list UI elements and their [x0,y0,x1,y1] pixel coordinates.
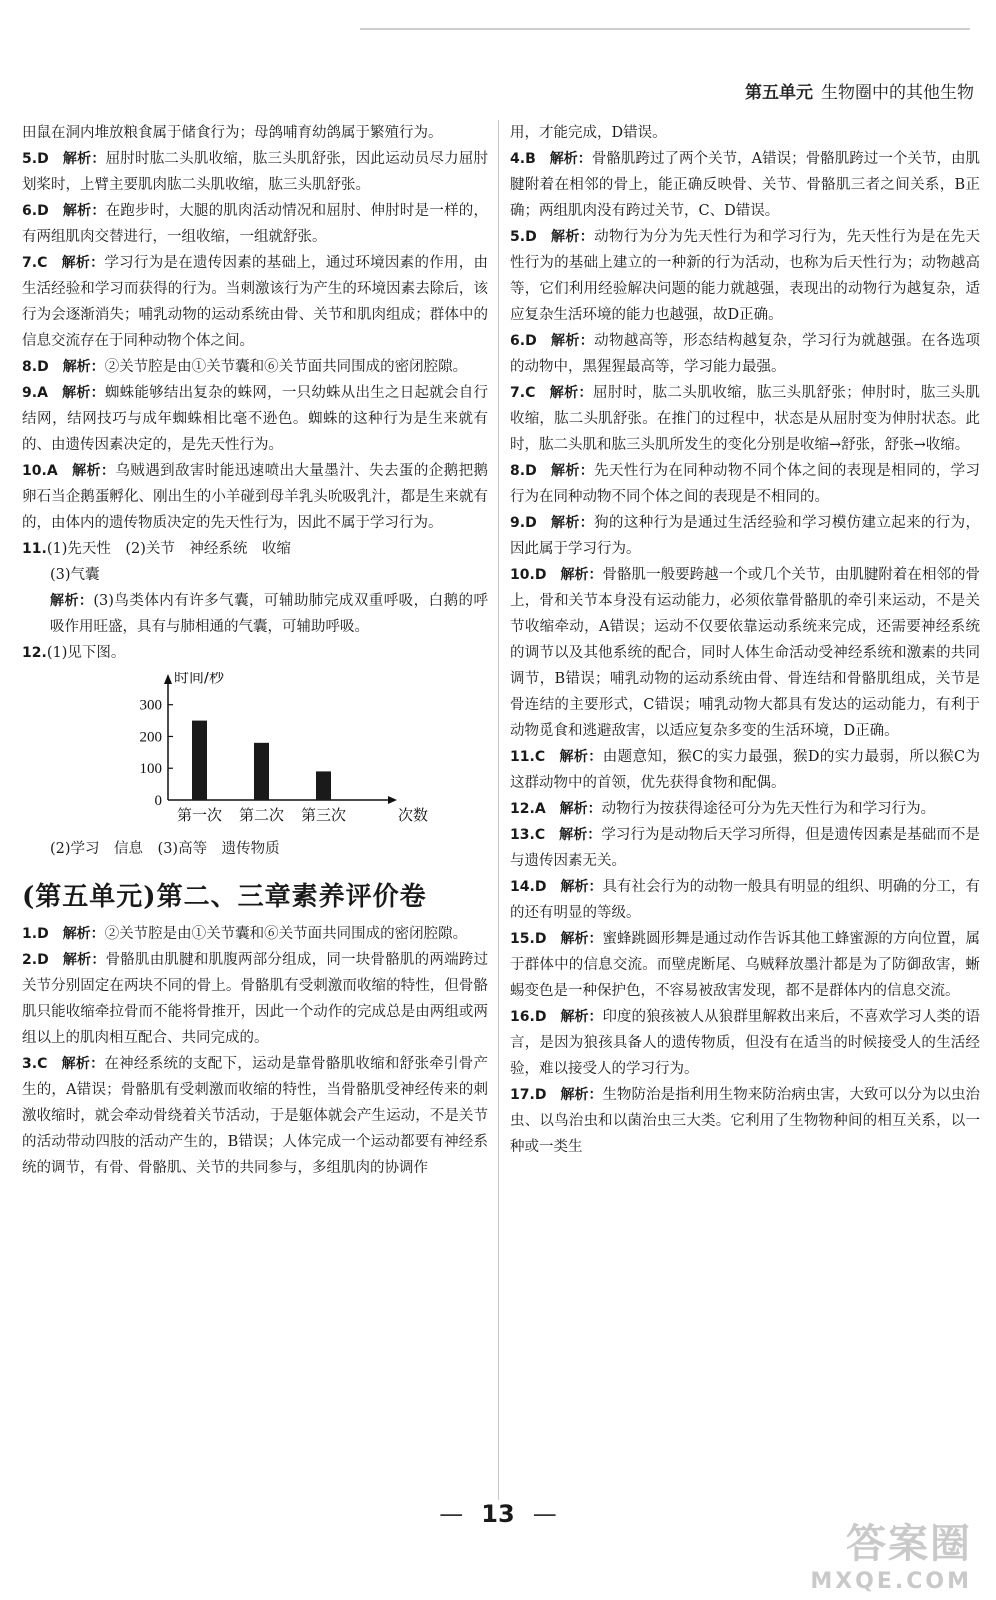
analysis-text: 动物行为按获得途径可分为先天性行为和学习行为。 [601,801,936,817]
answer-letter: D [534,879,547,895]
answer-letter: A [534,801,546,817]
answer-letter: D [37,151,49,167]
analysis-label: 解析： [550,515,595,531]
question-number: 7. [22,255,38,271]
analysis-text: ②关节腔是由①关节囊和⑥关节面共同围成的密闭腔隙。 [104,359,468,375]
bar-3 [316,771,331,800]
answer-letter: B [525,151,536,167]
question-number: 14. [510,879,535,895]
answer-item [22,146,488,198]
analysis-label: 解析： [50,593,94,609]
answer-item [510,926,980,1004]
analysis-text: 先天性行为在同种动物不同个体之间的表现是相同的，学习行为在同种动物不同个体之间的表现是不相同的。 [510,463,981,505]
intro-paragraph: 田鼠在洞内堆放粮食属于储食行为；母鸽哺育幼鸽属于繁殖行为。 [22,125,443,141]
analysis-text: 由题意知，猴C的实力最强，猴D的实力最弱，所以猴C为这群动物中的首领，优先获得食物和配偶。 [510,749,981,791]
y-tick-label: 300 [139,697,162,714]
q11-line1: (1)先天性 (2)关节 神经系统 收缩 [46,541,291,557]
page-header [745,78,974,103]
answer-letter: D [37,359,49,375]
x-axis-arrow [388,796,397,804]
page-dash-left: — [439,1500,464,1528]
section-title: (第五单元)第二、三章素养评价卷 [22,882,427,912]
question-number: 7. [510,385,526,401]
analysis-label: 解析： [62,151,106,167]
question-number: 1. [22,926,38,942]
answer-letter: D [525,515,537,531]
analysis-text: 学习行为是在遗传因素的基础上，通过环境因素的作用，由生活经验和学习而获得的行为。当刺激该行为产生的环境因素去除后，该行为会逐渐消失；哺乳动物的运动系统由骨、关节和肌肉组成；群体中的信息交流存在于同种动物个体之间。 [22,255,489,349]
answer-item [510,146,980,224]
answer-letter: D [534,931,547,947]
analysis-label: 解析： [559,801,602,817]
answer-item [510,510,980,562]
question-12 [22,640,488,666]
question-number: 6. [22,203,38,219]
analysis-label: 解析： [62,359,105,375]
answer-item [22,380,488,458]
answer-letter: C [534,827,546,843]
answer-item [510,380,980,458]
question-number: 16. [510,1009,535,1025]
analysis-text: 屈肘时肱二头肌收缩，肱三头肌舒张，因此运动员尽力屈肘划桨时，上臂主要肌肉肱二头肌收缩，肱三头肌舒张。 [22,151,489,193]
question-number: 9. [22,385,38,401]
analysis-text: 在跑步时，大腿的肌肉活动情况和屈肘、伸肘时是一样的，有两组肌肉交替进行，一组收缩，一组就舒张。 [22,203,489,245]
question-number: 17. [510,1087,535,1103]
question-number: 10. [22,463,47,479]
question-number: 12. [22,645,47,661]
page-dash-right: — [532,1500,557,1528]
question-number: 12. [510,801,535,817]
analysis-label: 解析： [61,385,105,401]
question-number: 11. [510,749,535,765]
analysis-text: 在神经系统的支配下，运动是靠骨骼肌收缩和舒张牵引骨产生的，A错误；骨骼肌有受刺激而收缩的特性，当骨骼肌受神经传来的刺激收缩时，就会牵动骨绕着关节活动，于是躯体就会产生运动，不是关节的活动带动四肢的活动产生的，B错误；人体完成一个运动都要有神经系统的调节，有骨、骨骼肌、关节的共同参与，多组肌肉的协调作 [22,1056,489,1176]
x-tick-label: 第三次 [300,806,347,824]
answer-letter: A [37,385,48,401]
page-number-value: 13 [481,1500,515,1528]
answer-letter: D [37,952,49,968]
analysis-text: 动物行为分为先天性行为和学习行为，先天性行为是在先天性行为的基础上建立的一种新的行为活动，也称为后天性行为；动物越高等，它们利用经验解决问题的能力就越强，表现出的动物行为越复杂，适应复杂生活环境的能力也越强，故D正确。 [510,229,981,323]
question-number: 15. [510,931,535,947]
analysis-label: 解析： [62,203,106,219]
watermark-brand: 答案圈 [846,1521,972,1567]
answer-item [22,921,488,947]
analysis-label: 解析： [71,463,116,479]
question-number: 6. [510,333,526,349]
x-axis-label: 次数 [398,806,429,824]
q11-line2: (3)气囊 [50,567,100,583]
question-number: 3. [22,1056,38,1072]
right-column [510,120,980,1160]
answer-letter: D [534,1009,547,1025]
y-axis-label: 时间/秒 [174,672,225,686]
analysis-text: 具有社会行为的动物一般具有明显的组织、明确的分工，有的还有明显的等级。 [510,879,980,921]
analysis-label: 解析： [62,952,106,968]
answer-letter: D [534,567,547,583]
answer-item [510,328,980,380]
analysis-label: 解析： [559,827,602,843]
analysis-label: 解析： [550,463,595,479]
question-number: 8. [22,359,38,375]
column-divider [498,120,499,1500]
analysis-label: 解析： [550,333,595,349]
answer-letter: A [46,463,58,479]
y-axis-arrow [164,674,172,684]
analysis-text: 蜘蛛能够结出复杂的蛛网，一只幼蛛从出生之日起就会自行结网，结网技巧与成年蜘蛛相比毫不逊色。蜘蛛的这种行为是生来就有的、由遗传因素决定的，是先天性行为。 [22,385,489,453]
analysis-label: 解析： [61,255,105,271]
analysis-text: 印度的狼孩被人从狼群里解救出来后，不喜欢学习人类的语言，是因为狼孩具备人的遗传物质，但没有在适当的时候接受人的生活经验，难以接受人的学习行为。 [510,1009,980,1077]
answer-item [510,562,980,744]
analysis-text: 狗的这种行为是通过生活经验和学习模仿建立起来的行为，因此属于学习行为。 [510,515,981,557]
analysis-text: 骨骼肌由肌腱和肌腹两部分组成，同一块骨骼肌的两端跨过关节分别固定在两块不同的骨上。骨骼肌有受刺激而收缩的特性，但骨骼肌只能收缩牵拉骨而不能将骨推开，因此一个动作的完成总是由两组或两组以上的肌肉相互配合、共同完成的。 [22,952,489,1046]
analysis-label: 解析： [560,879,603,895]
question-number: 9. [510,515,526,531]
answer-item [510,822,980,874]
analysis-label: 解析： [549,385,593,401]
analysis-label: 解析： [560,567,603,583]
left-answer-list [22,146,488,536]
y-tick-label: 200 [139,729,162,746]
answer-letter: D [525,463,537,479]
question-number: 5. [510,229,526,245]
bar-1 [192,721,207,800]
analysis-text: 骨骼肌跨过了两个关节，A错误；骨骼肌跨过一个关节，由肌腱附着在相邻的骨上，能正确反映骨、关节、骨骼肌三者之间关系，B正确；两组肌肉没有跨过关节，C、D错误。 [510,151,980,219]
analysis-text: 乌贼遇到敌害时能迅速喷出大量墨汁、失去蛋的企鹅把鹅卵石当企鹅蛋孵化、刚出生的小羊碰到母羊乳头吮吸乳汁，都是生来就有的，由体内的遗传物质决定的先天性行为，因此不属于学习行为。 [22,463,489,531]
answer-letter: C [534,749,546,765]
answer-letter: D [525,229,537,245]
analysis-label: 解析： [61,1056,105,1072]
analysis-text: (3)鸟类体内有许多气囊，可辅助肺完成双重呼吸，白鹅的呼吸作用旺盛，具有与肺相通的气囊，可辅助呼吸。 [50,593,488,635]
analysis-label: 解析： [549,151,592,167]
analysis-text: ②关节腔是由①关节囊和⑥关节面共同围成的密闭腔隙。 [104,926,468,942]
top-rule [360,28,970,30]
unit-label: 第五单元 [745,83,813,103]
right-answer-list [510,146,980,1160]
analysis-label: 解析： [560,931,603,947]
continued-paragraph: 用，才能完成，D错误。 [510,125,667,141]
answer-letter: C [525,385,536,401]
question-number: 13. [510,827,535,843]
analysis-text: 动物越高等，形态结构越复杂，学习行为就越强。在各选项的动物中，黑猩猩最高等，学习能力最强。 [510,333,981,375]
analysis-text: 学习行为是动物后天学习所得，但是遗传因素是基础而不是与遗传因素无关。 [510,827,981,869]
analysis-label: 解析： [62,926,105,942]
analysis-label: 解析： [560,1087,603,1103]
bar-2 [254,743,269,800]
left-column [22,120,488,1181]
q12-line2: (2)学习 信息 (3)高等 遗传物质 [50,841,280,857]
question-number: 8. [510,463,526,479]
answer-item [22,458,488,536]
y-tick-label: 0 [154,793,162,809]
answer-item [510,874,980,926]
analysis-text: 蜜蜂跳圆形舞是通过动作告诉其他工蜂蜜源的方向位置，属于群体中的信息交流。而壁虎断尾、乌贼释放墨汁都是为了防御敌害，蜥蜴变色是一种保护色，不容易被敌害发现，都不是群体内的信息交流。 [510,931,980,999]
x-tick-label: 第一次 [176,806,223,824]
analysis-label: 解析： [550,229,595,245]
question-11 [22,536,488,562]
question-number: 4. [510,151,526,167]
y-tick-label: 100 [139,761,162,778]
question-number: 2. [22,952,38,968]
answer-item [510,458,980,510]
analysis-label: 解析： [559,749,603,765]
time-bar-chart [122,672,442,832]
answer-item [22,198,488,250]
answer-letter: D [37,926,49,942]
watermark-url: MXQE.COM [810,1569,972,1594]
chart-svg [122,672,442,832]
answer-item [22,1051,488,1181]
answer-item [510,1082,980,1160]
q11-analysis [22,588,488,640]
analysis-text: 屈肘时，肱二头肌收缩，肱三头肌舒张；伸肘时，肱三头肌收缩，肱二头肌舒张。在推门的过程中，状态是从屈肘变为伸肘状态。此时，肱二头肌和肱三头肌所发生的变化分别是收缩→舒张，舒张→收缩。 [510,385,980,453]
answer-item [22,354,488,380]
answer-letter: C [37,1056,48,1072]
answer-item [510,1004,980,1082]
question-number: 11. [22,541,47,557]
answer-item [510,796,980,822]
section-answer-list [22,921,488,1181]
answer-item [22,947,488,1051]
answer-letter: C [37,255,48,271]
watermark [810,1512,972,1594]
answer-letter: D [37,203,49,219]
answer-item [510,744,980,796]
answer-item [22,250,488,354]
answer-item [510,224,980,328]
unit-title: 生物圈中的其他生物 [821,83,974,103]
answer-letter: D [525,333,537,349]
question-number: 10. [510,567,535,583]
q12-line1: (1)见下图。 [46,645,126,661]
analysis-label: 解析： [560,1009,603,1025]
x-tick-label: 第二次 [238,806,285,824]
question-number: 5. [22,151,38,167]
analysis-text: 骨骼肌一般要跨越一个或几个关节，由肌腱附着在相邻的骨上，骨和关节本身没有运动能力，必须依靠骨骼肌的牵引来运动，不是关节收缩牵动，A错误；运动不仅要依靠运动系统来完成，还需要神经系统的调节以及其他系统的配合，同时人体生命活动受神经系统和激素的共同调节，B错误；哺乳动物的运动系统由骨、骨连结和骨骼肌组成，关节是骨连结的主要形式，C错误；哺乳动物大都具有发达的运动能力，有利于动物觅食和逃避敌害，以适应复杂多变的生活环境，D正确。 [510,567,980,739]
answer-letter: D [534,1087,547,1103]
analysis-text: 生物防治是指利用生物来防治病虫害，大致可以分为以虫治虫、以鸟治虫和以菌治虫三大类。它利用了生物物种间的相互关系，以一种或一类生 [510,1087,980,1155]
